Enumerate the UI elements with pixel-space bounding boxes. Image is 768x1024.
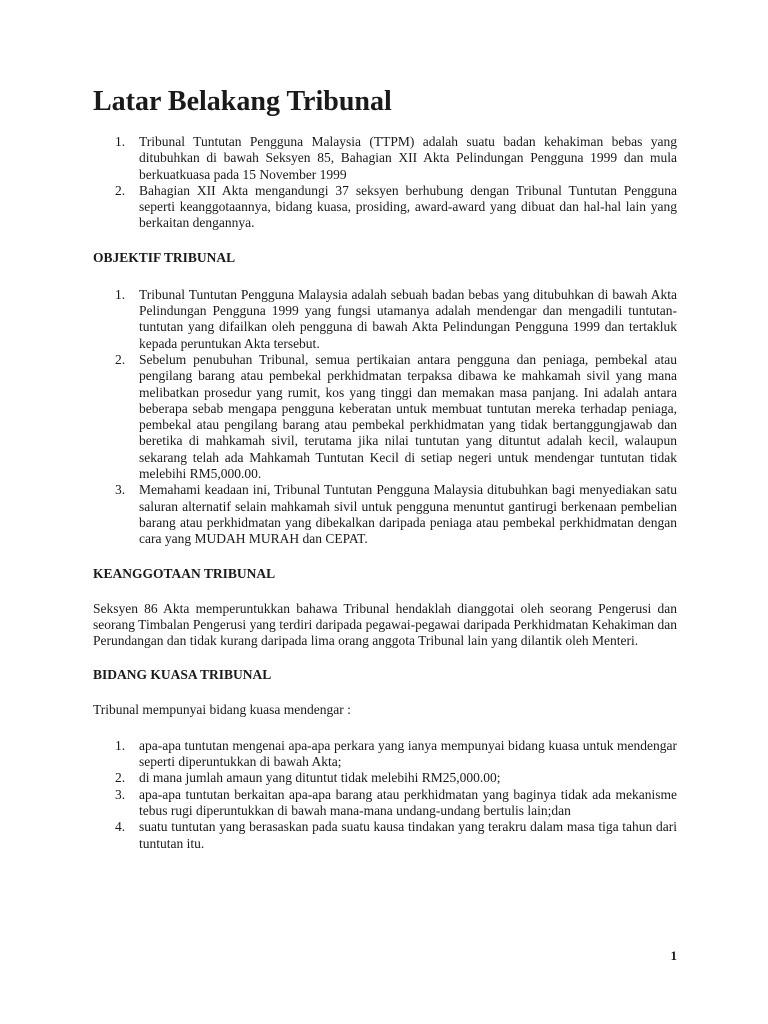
list-number: 3. xyxy=(115,482,126,498)
section-heading-bidang-kuasa: BIDANG KUASA TRIBUNAL xyxy=(93,667,272,683)
list-number: 2. xyxy=(115,770,126,786)
list-item-text: Memahami keadaan ini, Tribunal Tuntutan Pengguna Malaysia ditubuhkan bagi menyediakan satu saluran alternatif selain mahkamah sivil untuk pengguna menuntut gantirugi berkenaan pembelian barang atau perkhidmatan yang dibekalkan daripada peniaga atau pembekal perkhidmatan dengan cara yang MUDAH MURAH dan CEPAT. xyxy=(139,482,677,547)
list-item-text: apa-apa tuntutan mengenai apa-apa perkara yang ianya mempunyai bidang kuasa untuk mendengar seperti diperuntukkan di bawah Akta; xyxy=(139,737,677,770)
list-item xyxy=(93,738,677,771)
document-page xyxy=(93,84,677,852)
list-item-text: Tribunal Tuntutan Pengguna Malaysia (TTPM) adalah suatu badan kehakiman bebas yang ditubuhkan di bawah Seksyen 85, Bahagian XII Akta Pelindungan Pengguna 1999 dan mula berkuatkuasa pada 15 November 1999 xyxy=(139,134,677,182)
list-number: 4. xyxy=(115,819,126,835)
document-title: Latar Belakang Tribunal xyxy=(93,86,392,117)
list-item xyxy=(93,787,677,820)
list-item xyxy=(93,134,677,183)
list-item xyxy=(93,352,677,482)
list-item xyxy=(93,770,677,786)
list-item xyxy=(93,183,677,232)
list-item-text: suatu tuntutan yang berasaskan pada suatu kausa tindakan yang terakru dalam masa tiga tahun dari tuntutan itu. xyxy=(139,819,677,851)
section-heading-objektif: OBJEKTIF TRIBUNAL xyxy=(93,249,236,265)
section-heading-keanggotaan: KEANGGOTAAN TRIBUNAL xyxy=(93,565,276,581)
objektif-list xyxy=(93,287,677,548)
list-item xyxy=(93,287,677,352)
list-item-text: Sebelum penubuhan Tribunal, semua pertikaian antara pengguna dan peniaga, pembekal atau pengilang barang atau pembekal perkhidmatan terpaksa dibawa ke mahkamah sivil yang mana melibatkan prosedur yang rumit, kos yang tinggi dan memakan masa panjang. Ini adalah antara beberapa sebab mengapa pengguna keberatan untuk membuat tuntutan mereka terhadap peniaga, pembekal atau pengilang barang atau pembekal perkhidmatan yang tidak bertanggungjawab dan beretika di mahkamah sivil, terutama jika nilai tuntutan yang dituntut adalah kecil, walaupun sekarang telah ada Mahkamah Tuntutan Kecil di setiap negeri untuk mendengar tuntutan tidak melebihi RM5,000.00. xyxy=(139,351,677,482)
list-number: 2. xyxy=(115,351,126,367)
intro-list xyxy=(93,134,677,232)
list-item-text: Tribunal Tuntutan Pengguna Malaysia adalah sebuah badan bebas yang ditubuhkan di bawah Akta Pelindungan Pengguna 1999 yang fungsi utamanya adalah mendengar dan mengadili tuntutan-tuntutan yang difailkan oleh pengguna di bawah Akta Pelindungan Pengguna 1999 dan tertakluk kepada peruntukan Akta tersebut. xyxy=(139,286,677,351)
list-item xyxy=(93,819,677,852)
bidang-kuasa-intro: Tribunal mempunyai bidang kuasa mendengar : xyxy=(93,702,351,718)
list-item-text: di mana jumlah amaun yang dituntut tidak melebihi RM25,000.00; xyxy=(139,770,501,786)
list-number: 1. xyxy=(115,737,126,753)
bidang-kuasa-list xyxy=(93,738,677,852)
keanggotaan-paragraph: Seksyen 86 Akta memperuntukkan bahawa Tribunal hendaklah dianggotai oleh seorang Pengerusi dan seorang Timbalan Pengerusi yang terdiri daripada pegawai-pegawai daripada Perkhidmatan Kehakiman dan Perundangan dan tidak kurang daripada lima orang anggota Tribunal lain yang dilantik oleh Menteri. xyxy=(93,600,677,649)
list-number: 3. xyxy=(115,786,126,802)
list-item-text: Bahagian XII Akta mengandungi 37 seksyen berhubung dengan Tribunal Tuntutan Pengguna seperti keanggotaannya, bidang kuasa, prosiding, award-award yang dibuat dan hal-hal lain yang berkaitan dengannya. xyxy=(139,182,677,231)
page-number: 1 xyxy=(670,948,677,963)
list-number: 2. xyxy=(115,182,126,198)
list-number: 1. xyxy=(115,134,126,149)
list-item-text: apa-apa tuntutan berkaitan apa-apa barang atau perkhidmatan yang baginya tidak ada mekanisme tebus rugi diperuntukkan di bawah mana-mana undang-undang bertulis lain;dan xyxy=(139,786,677,818)
list-item xyxy=(93,482,677,547)
list-number: 1. xyxy=(115,286,126,302)
